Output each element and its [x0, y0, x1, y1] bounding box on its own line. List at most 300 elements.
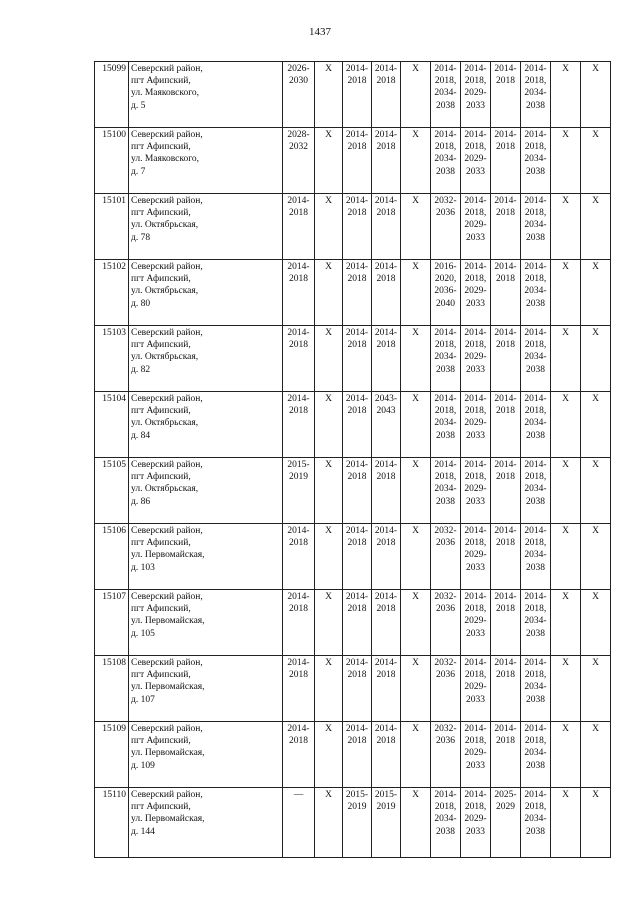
cell-line: 2029: [496, 802, 515, 813]
row-number: 15101: [95, 194, 129, 260]
period-cell-c4: [372, 62, 401, 128]
cell-line: 2014-: [374, 196, 398, 206]
period-cell-c5: [401, 128, 431, 194]
cell-line: 2014-: [494, 130, 517, 140]
period-cell-c5: [401, 656, 431, 722]
cell-line: 2034-: [524, 484, 547, 495]
address-line: ул. Первомайская,: [131, 550, 205, 561]
cell-line: 2029-: [464, 220, 487, 231]
cell-line: 2018,: [434, 406, 457, 417]
address-line: пгт Афипский,: [131, 538, 191, 549]
cell-line: 2014-: [345, 658, 369, 668]
cell-line: 2034-: [434, 352, 457, 363]
cell-line: 2018: [376, 670, 396, 681]
period-cell-c4: [372, 656, 401, 722]
period-cell-c3: [343, 524, 372, 590]
period-cell-c11: [581, 194, 611, 260]
period-cell-c2: [315, 62, 343, 128]
cell-line: 2014-: [464, 592, 487, 602]
address-cell: [129, 260, 283, 326]
address-line: ул. Первомайская,: [131, 616, 205, 627]
period-cell-c10: [551, 590, 581, 656]
cell-line: 2018: [347, 736, 367, 747]
table-row: [95, 722, 611, 788]
cell-line: X: [592, 328, 599, 338]
period-cell-c2: [315, 524, 343, 590]
cell-line: 2038: [526, 100, 545, 111]
cell-line: 2014-: [287, 526, 310, 536]
cell-line: 2014-: [464, 526, 487, 536]
table-row: [95, 788, 611, 858]
cell-line: 2018,: [464, 340, 487, 351]
period-cell-c6: [431, 788, 461, 858]
cell-line: 2018,: [524, 406, 547, 417]
cell-line: 2038: [436, 826, 455, 837]
address-line: д. 109: [131, 760, 155, 771]
address-line: пгт Афипский,: [131, 670, 191, 681]
period-cell-c10: [551, 128, 581, 194]
table-row: [95, 260, 611, 326]
period-cell-c10: [551, 392, 581, 458]
cell-line: 2018: [376, 208, 396, 219]
address-line: Северский район,: [131, 262, 203, 272]
address-line: пгт Афипский,: [131, 802, 191, 813]
cell-line: 2014-: [494, 724, 517, 734]
period-cell-c7: [461, 260, 491, 326]
cell-line: 2033: [466, 760, 485, 771]
cell-line: 2014-: [287, 328, 310, 338]
cell-line: 2014-: [345, 724, 369, 734]
period-cell-c4: [372, 788, 401, 858]
period-cell-c4: [372, 392, 401, 458]
period-cell-c8: [491, 656, 521, 722]
period-cell-c2: [315, 128, 343, 194]
cell-line: 2038: [526, 430, 545, 441]
cell-line: 2033: [466, 166, 485, 177]
period-cell-c4: [372, 194, 401, 260]
period-cell-c2: [315, 590, 343, 656]
period-cell-c4: [372, 326, 401, 392]
cell-line: X: [412, 64, 419, 74]
cell-line: 2018: [289, 340, 308, 351]
period-cell-c7: [461, 656, 491, 722]
cell-line: X: [592, 130, 599, 140]
cell-line: 2014-: [287, 592, 310, 602]
period-cell-c10: [551, 458, 581, 524]
row-number: 15103: [95, 326, 129, 392]
period-cell-c10: [551, 788, 581, 858]
cell-line: 2018: [289, 406, 308, 417]
period-cell-c6: [431, 260, 461, 326]
period-cell-c3: [343, 788, 372, 858]
period-cell-c10: [551, 260, 581, 326]
cell-line: X: [562, 328, 569, 338]
cell-line: 2014-: [345, 592, 369, 602]
cell-line: 2018,: [524, 208, 547, 219]
address-line: ул. Первомайская,: [131, 682, 205, 693]
period-cell-c1: [283, 392, 315, 458]
period-cell-c11: [581, 392, 611, 458]
address-line: ул. Октябрьская,: [131, 352, 199, 363]
cell-line: X: [592, 196, 599, 206]
period-cell-c7: [461, 590, 491, 656]
cell-line: X: [412, 526, 419, 536]
cell-line: X: [325, 64, 332, 74]
period-cell-c9: [521, 590, 551, 656]
cell-line: 2018: [496, 538, 515, 549]
cell-line: 2018: [289, 736, 308, 747]
period-cell-c8: [491, 722, 521, 788]
period-cell-c2: [315, 260, 343, 326]
period-cell-c5: [401, 524, 431, 590]
cell-line: 2018,: [434, 76, 457, 87]
address-line: пгт Афипский,: [131, 340, 191, 351]
address-line: пгт Афипский,: [131, 736, 191, 747]
cell-line: 2019: [376, 802, 396, 813]
cell-line: 2032-: [434, 592, 457, 602]
address-line: ул. Октябрьская,: [131, 418, 199, 429]
period-cell-c7: [461, 524, 491, 590]
cell-line: X: [562, 64, 569, 74]
cell-line: 2014-: [434, 790, 457, 800]
cell-line: 2018,: [464, 208, 487, 219]
cell-line: 2038: [526, 826, 545, 837]
period-cell-c7: [461, 788, 491, 858]
cell-line: 2038: [526, 628, 545, 639]
cell-line: 2014-: [464, 130, 487, 140]
period-cell-c11: [581, 722, 611, 788]
cell-line: 2014-: [464, 64, 487, 74]
period-cell-c2: [315, 194, 343, 260]
address-cell: [129, 458, 283, 524]
cell-line: 2015-: [287, 460, 310, 470]
cell-line: 2018: [496, 670, 515, 681]
cell-line: 2038: [526, 496, 545, 507]
period-cell-c11: [581, 788, 611, 858]
period-cell-c5: [401, 392, 431, 458]
address-line: ул. Маяковского,: [131, 88, 200, 99]
cell-line: 2014-: [374, 262, 398, 272]
cell-line: 2034-: [524, 352, 547, 363]
cell-line: 2018: [496, 472, 515, 483]
cell-line: 2034-: [434, 418, 457, 429]
cell-line: 2018: [496, 142, 515, 153]
cell-line: 2014-: [434, 64, 457, 74]
cell-line: X: [325, 790, 332, 800]
period-cell-c1: [283, 326, 315, 392]
period-cell-c1: [283, 656, 315, 722]
address-line: Северский район,: [131, 460, 203, 470]
cell-line: 2038: [436, 166, 455, 177]
address-cell: [129, 62, 283, 128]
period-cell-c5: [401, 722, 431, 788]
period-cell-c9: [521, 62, 551, 128]
address-line: д. 80: [131, 298, 151, 309]
address-cell: [129, 788, 283, 858]
address-line: Северский район,: [131, 196, 203, 206]
cell-line: 2033: [466, 232, 485, 243]
period-cell-c6: [431, 392, 461, 458]
cell-line: 2018: [376, 76, 396, 87]
address-line: д. 84: [131, 430, 151, 441]
cell-line: X: [325, 526, 332, 536]
cell-line: 2014-: [494, 262, 517, 272]
cell-line: 2014-: [524, 64, 547, 74]
address-line: д. 144: [131, 826, 155, 837]
cell-line: 2018: [347, 76, 367, 87]
cell-line: 2033: [466, 496, 485, 507]
period-cell-c11: [581, 458, 611, 524]
cell-line: 2014-: [464, 658, 487, 668]
cell-line: 2038: [436, 100, 455, 111]
cell-line: 2015-: [345, 790, 369, 800]
cell-line: 2018,: [434, 340, 457, 351]
address-line: Северский район,: [131, 64, 203, 74]
cell-line: 2043: [376, 406, 396, 417]
cell-line: X: [592, 592, 599, 602]
cell-line: 2014-: [434, 394, 457, 404]
cell-line: 2014-: [524, 262, 547, 272]
cell-line: 2018: [376, 142, 396, 153]
cell-line: 2018,: [464, 472, 487, 483]
cell-line: 2018: [289, 538, 308, 549]
period-cell-c6: [431, 524, 461, 590]
address-cell: [129, 194, 283, 260]
cell-line: 2018: [496, 274, 515, 285]
cell-line: 2014-: [287, 196, 310, 206]
address-line: Северский район,: [131, 394, 203, 404]
cell-line: 2018: [347, 670, 367, 681]
cell-line: 2038: [436, 496, 455, 507]
cell-line: 2014-: [345, 526, 369, 536]
row-number: 15102: [95, 260, 129, 326]
cell-line: 2018,: [524, 538, 547, 549]
cell-line: 2018: [496, 736, 515, 747]
address-line: пгт Афипский,: [131, 142, 191, 153]
cell-line: X: [412, 724, 419, 734]
row-number: 15100: [95, 128, 129, 194]
cell-line: 2018,: [464, 670, 487, 681]
cell-line: 2018: [496, 208, 515, 219]
period-cell-c6: [431, 326, 461, 392]
cell-line: 2018,: [464, 142, 487, 153]
cell-line: 2038: [526, 760, 545, 771]
cell-line: X: [592, 790, 599, 800]
cell-line: 2018,: [464, 406, 487, 417]
period-cell-c9: [521, 392, 551, 458]
cell-line: 2018: [289, 208, 308, 219]
address-cell: [129, 524, 283, 590]
cell-line: 2038: [526, 562, 545, 573]
cell-line: 2014-: [345, 130, 369, 140]
address-cell: [129, 392, 283, 458]
cell-line: 2014-: [524, 196, 547, 206]
cell-line: 2018,: [524, 340, 547, 351]
period-cell-c3: [343, 260, 372, 326]
cell-line: X: [412, 394, 419, 404]
period-cell-c3: [343, 128, 372, 194]
period-cell-c11: [581, 656, 611, 722]
cell-line: 2029-: [464, 682, 487, 693]
address-cell: [129, 128, 283, 194]
cell-line: 2029-: [464, 616, 487, 627]
address-line: ул. Первомайская,: [131, 748, 205, 759]
cell-line: X: [592, 526, 599, 536]
cell-line: 2014-: [524, 724, 547, 734]
period-cell-c3: [343, 326, 372, 392]
cell-line: 2018: [347, 208, 367, 219]
cell-line: 2018: [347, 472, 367, 483]
period-cell-c9: [521, 656, 551, 722]
cell-line: 2029-: [464, 484, 487, 495]
period-cell-c8: [491, 392, 521, 458]
cell-line: 2014-: [524, 328, 547, 338]
cell-line: 2032-: [434, 526, 457, 536]
cell-line: 2014-: [464, 790, 487, 800]
cell-line: 2025-: [494, 790, 517, 800]
address-line: ул. Первомайская,: [131, 814, 205, 825]
period-cell-c6: [431, 62, 461, 128]
address-line: д. 78: [131, 232, 151, 243]
period-cell-c4: [372, 458, 401, 524]
period-cell-c10: [551, 326, 581, 392]
cell-line: 2029-: [464, 814, 487, 825]
cell-line: 2033: [466, 694, 485, 705]
cell-line: 2034-: [524, 220, 547, 231]
table-row: [95, 392, 611, 458]
address-line: д. 5: [131, 100, 146, 111]
cell-line: 2034-: [524, 550, 547, 561]
cell-line: 2040: [436, 298, 455, 309]
address-line: пгт Афипский,: [131, 274, 191, 285]
cell-line: 2014-: [345, 196, 369, 206]
schedule-table: [94, 61, 611, 858]
cell-line: 2038: [436, 364, 455, 375]
address-cell: [129, 326, 283, 392]
period-cell-c5: [401, 194, 431, 260]
cell-line: X: [592, 460, 599, 470]
cell-line: 2036: [436, 670, 455, 681]
period-cell-c4: [372, 524, 401, 590]
cell-line: 2033: [466, 826, 485, 837]
cell-line: 2014-: [494, 196, 517, 206]
cell-line: 2014-: [494, 658, 517, 668]
cell-line: 2014-: [464, 460, 487, 470]
period-cell-c2: [315, 722, 343, 788]
cell-line: 2018,: [434, 802, 457, 813]
table-row: [95, 62, 611, 128]
cell-line: 2038: [526, 298, 545, 309]
period-cell-c10: [551, 656, 581, 722]
period-cell-c7: [461, 194, 491, 260]
period-cell-c4: [372, 128, 401, 194]
period-cell-c8: [491, 524, 521, 590]
cell-line: 2029-: [464, 88, 487, 99]
cell-line: 2034-: [524, 748, 547, 759]
cell-line: X: [562, 196, 569, 206]
cell-line: 2014-: [434, 130, 457, 140]
period-cell-c2: [315, 326, 343, 392]
cell-line: 2018: [376, 340, 396, 351]
cell-line: X: [412, 130, 419, 140]
cell-line: 2033: [466, 100, 485, 111]
cell-line: 2029-: [464, 352, 487, 363]
cell-line: 2014-: [374, 460, 398, 470]
cell-line: 2018,: [524, 472, 547, 483]
cell-line: 2014-: [464, 394, 487, 404]
cell-line: 2034-: [524, 154, 547, 165]
cell-line: 2018,: [464, 538, 487, 549]
address-line: пгт Афипский,: [131, 406, 191, 417]
period-cell-c11: [581, 128, 611, 194]
period-cell-c8: [491, 788, 521, 858]
period-cell-c6: [431, 128, 461, 194]
cell-line: 2014-: [345, 460, 369, 470]
cell-line: 2018,: [464, 604, 487, 615]
cell-line: 2014-: [374, 64, 398, 74]
cell-line: 2014-: [287, 658, 310, 668]
cell-line: X: [412, 196, 419, 206]
period-cell-c11: [581, 260, 611, 326]
cell-line: 2018,: [464, 736, 487, 747]
period-cell-c3: [343, 458, 372, 524]
cell-line: 2014-: [524, 592, 547, 602]
cell-line: X: [412, 658, 419, 668]
cell-line: 2014-: [374, 130, 398, 140]
cell-line: 2014-: [374, 592, 398, 602]
cell-line: 2018,: [434, 472, 457, 483]
cell-line: 2043-: [374, 394, 398, 404]
cell-line: 2018,: [524, 274, 547, 285]
period-cell-c1: [283, 194, 315, 260]
period-cell-c9: [521, 326, 551, 392]
address-line: пгт Афипский,: [131, 76, 191, 87]
address-line: д. 86: [131, 496, 151, 507]
address-line: д. 82: [131, 364, 151, 375]
period-cell-c6: [431, 722, 461, 788]
cell-line: 2014-: [494, 394, 517, 404]
period-cell-c7: [461, 62, 491, 128]
period-cell-c9: [521, 722, 551, 788]
table-row: [95, 590, 611, 656]
period-cell-c5: [401, 260, 431, 326]
cell-line: 2032-: [434, 196, 457, 206]
cell-line: 2015-: [374, 790, 398, 800]
period-cell-c1: [283, 62, 315, 128]
cell-line: 2018,: [464, 76, 487, 87]
cell-line: 2036: [436, 736, 455, 747]
cell-line: X: [325, 262, 332, 272]
cell-line: X: [325, 130, 332, 140]
period-cell-c9: [521, 458, 551, 524]
period-cell-c1: [283, 458, 315, 524]
cell-line: X: [562, 592, 569, 602]
cell-line: X: [412, 790, 419, 800]
address-line: ул. Маяковского,: [131, 154, 200, 165]
cell-line: X: [592, 394, 599, 404]
cell-line: X: [592, 262, 599, 272]
period-cell-c8: [491, 128, 521, 194]
cell-line: X: [325, 394, 332, 404]
row-number: 15107: [95, 590, 129, 656]
period-cell-c3: [343, 722, 372, 788]
cell-line: 2018: [289, 670, 308, 681]
period-cell-c2: [315, 788, 343, 858]
cell-line: 2038: [436, 430, 455, 441]
cell-line: X: [412, 262, 419, 272]
cell-line: 2018,: [524, 142, 547, 153]
cell-line: 2038: [526, 694, 545, 705]
